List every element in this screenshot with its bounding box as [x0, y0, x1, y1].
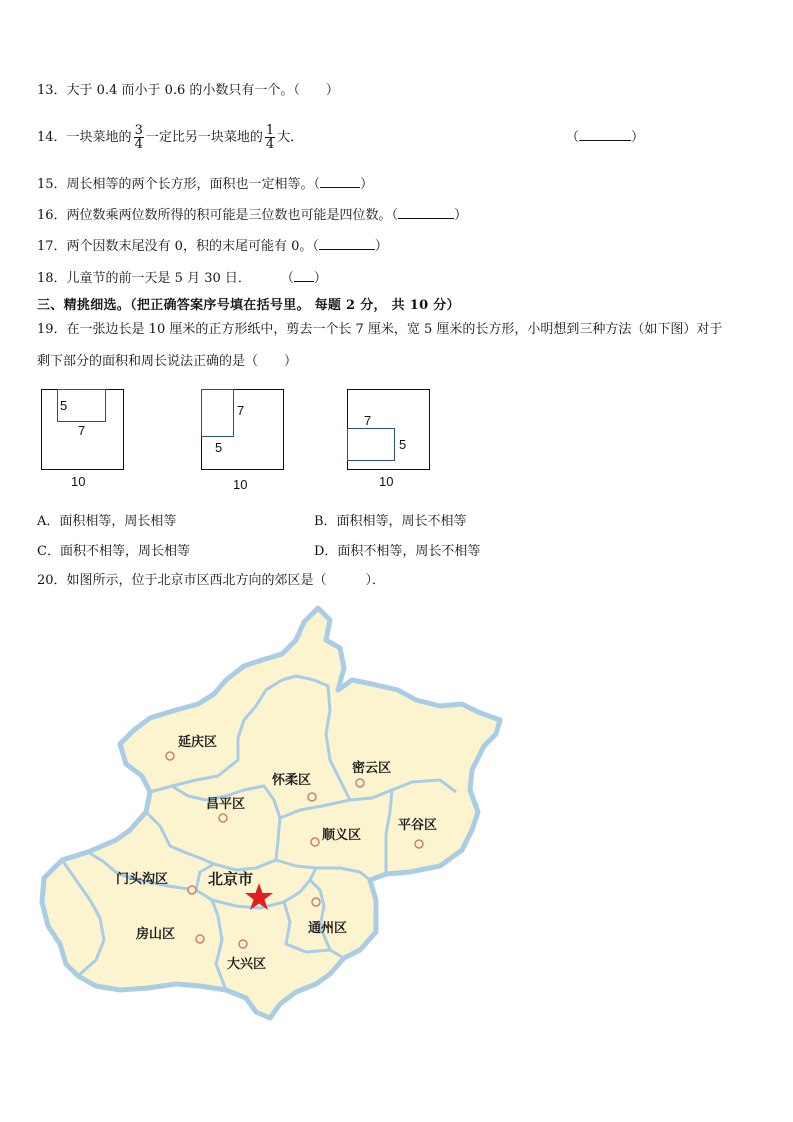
label-fangshan: 房山区 [136, 927, 176, 942]
answer-blank-16[interactable] [398, 218, 454, 219]
cut-rectangle [347, 428, 395, 461]
daxing-marker [239, 940, 247, 948]
question-17: 17．两个因数末尾没有 0，积的末尾可能有 0。（ ） [37, 239, 388, 254]
shunyi-marker [311, 838, 319, 846]
question-13 [37, 82, 339, 100]
fraction-3-4: $\frac{3}{4}$ [134, 123, 143, 152]
answer-blank-18[interactable] [294, 281, 314, 282]
label-length: 7 [364, 413, 372, 428]
answer-blank-15[interactable] [320, 187, 360, 188]
label-width: 5 [215, 440, 223, 455]
question-text-pre: 一块菜地的 [66, 130, 132, 145]
question-18: 18．儿童节的前一天是 5 月 30 日． （ ） [37, 271, 327, 286]
option-c[interactable]: C．面积不相等，周长相等 [37, 544, 190, 559]
label-huairou: 怀柔区 [272, 773, 312, 788]
miyun-marker [356, 779, 364, 787]
huairou-marker [308, 793, 316, 801]
option-b[interactable]: B．面积相等，周长不相等 [314, 514, 467, 529]
label-daxing: 大兴区 [227, 957, 267, 972]
label-miyun: 密云区 [352, 761, 392, 776]
cut-rectangle [201, 389, 234, 437]
question-14 [37, 120, 303, 156]
label-length: 7 [78, 423, 86, 438]
question-text-mid: 一定比另一块菜地的 [145, 130, 263, 145]
label-side: 10 [71, 474, 86, 489]
label-width: 5 [60, 398, 68, 413]
question-number: 13． [37, 83, 67, 98]
question-text: 周长相等的两个长方形，面积也一定相等。（ [66, 177, 321, 192]
label-side: 10 [379, 474, 394, 489]
section-3-heading: 三、精挑细选。（把正确答案序号填在括号里。 每题 2 分， 共 10 分） [37, 298, 460, 313]
answer-blank-17[interactable] [319, 249, 375, 250]
question-text: 两个因数末尾没有 0，积的末尾可能有 0。（ [66, 239, 319, 254]
question-number: 17． [37, 239, 67, 254]
question-20: 20．如图所示，位于北京市区西北方向的郊区是（ ）． [37, 573, 386, 588]
option-d[interactable]: D．面积不相等，周长不相等 [314, 544, 481, 559]
question-number: 14． [37, 130, 67, 145]
label-shunyi: 顺义区 [322, 828, 362, 843]
label-width: 5 [399, 437, 407, 452]
label-changping: 昌平区 [206, 797, 246, 812]
question-number: 16． [37, 208, 67, 223]
option-a[interactable]: A．面积相等，周长相等 [37, 514, 177, 529]
label-beijing: 北京市 [208, 870, 254, 888]
tongzhou-marker [312, 898, 320, 906]
question-19-line-2: 剩下部分的面积和周长说法正确的是（ ） [37, 354, 298, 369]
question-text-post: 大． [277, 130, 304, 145]
question-number: 18． [37, 271, 67, 286]
question-19-line-1: 19．在一张边长是 10 厘米的正方形纸中，剪去一个长 7 厘米，宽 5 厘米的长方形，小明想到三种方法（如下图）对于 [37, 322, 723, 337]
label-pinggu: 平谷区 [398, 818, 438, 833]
question-text: 儿童节的前一天是 5 月 30 日． [66, 271, 251, 286]
label-tongzhou: 通州区 [308, 921, 348, 936]
question-16: 16．两位数乘两位数所得的积可能是三位数也可能是四位数。（ ） [37, 208, 468, 223]
fangshan-marker [196, 935, 204, 943]
question-text: 两位数乘两位数所得的积可能是三位数也可能是四位数。（ [66, 208, 399, 223]
label-mentougou: 门头沟区 [116, 872, 169, 887]
label-length: 7 [237, 403, 245, 418]
question-text: 大于 0.4 而小于 0.6 的小数只有一个。（ ） [66, 83, 339, 98]
mentougou-marker [188, 886, 196, 894]
yanqing-marker [166, 752, 174, 760]
changping-marker [219, 814, 227, 822]
answer-blank-14[interactable]: （ ） [566, 130, 645, 145]
pinggu-marker [415, 840, 423, 848]
label-side: 10 [233, 477, 248, 492]
fraction-1-4: $\frac{1}{4}$ [265, 123, 275, 152]
question-15: 15．周长相等的两个长方形，面积也一定相等。（ ） [37, 177, 374, 192]
question-number: 15． [37, 177, 67, 192]
label-yanqing: 延庆区 [178, 735, 218, 750]
beijing-district-map [30, 600, 520, 1030]
map-outline [42, 608, 500, 1018]
